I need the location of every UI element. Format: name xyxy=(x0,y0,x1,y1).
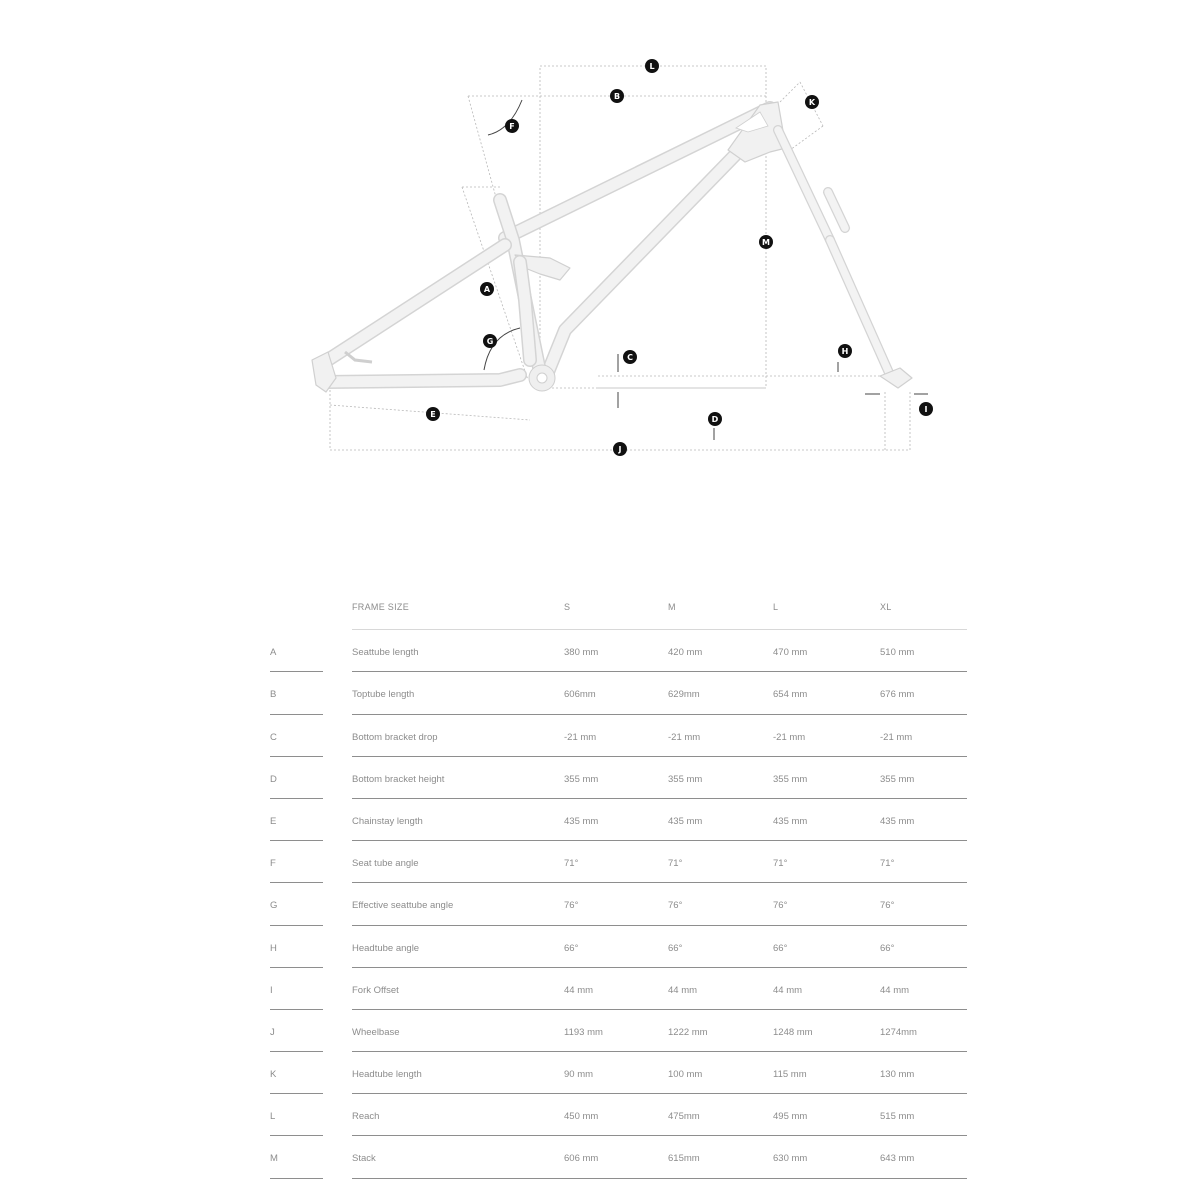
row-letter: C xyxy=(270,731,277,743)
row-measurement-name: Wheelbase xyxy=(352,1026,400,1038)
row-value-s: 1193 mm xyxy=(564,1026,603,1038)
row-value-l: 115 mm xyxy=(773,1069,807,1081)
table-row xyxy=(270,1094,967,1136)
row-measurement-name: Effective seattube angle xyxy=(352,900,454,912)
row-value-s: 380 mm xyxy=(564,647,599,659)
table-row xyxy=(270,883,967,925)
row-value-xl: 510 mm xyxy=(880,647,915,659)
row-letter: K xyxy=(270,1069,277,1081)
marker-I xyxy=(919,402,933,416)
marker-B xyxy=(610,89,624,103)
table-row xyxy=(270,715,967,757)
marker-D xyxy=(708,412,722,426)
marker-L xyxy=(645,59,659,73)
row-value-l: 654 mm xyxy=(773,689,808,701)
row-value-l: 71° xyxy=(773,858,788,870)
marker-B-label: B xyxy=(613,92,621,101)
marker-I-label: I xyxy=(924,405,928,414)
row-value-xl: 355 mm xyxy=(880,773,915,785)
table-row xyxy=(270,1052,967,1094)
row-value-s: 606mm xyxy=(564,689,596,701)
row-divider-left xyxy=(270,1178,323,1179)
table-row xyxy=(270,757,967,799)
row-measurement-name: Toptube length xyxy=(352,689,415,701)
row-value-m: -21 mm xyxy=(668,731,701,743)
marker-M xyxy=(759,235,773,249)
marker-J-label: J xyxy=(618,445,622,454)
size-m-header: M xyxy=(668,602,676,612)
table-row xyxy=(270,841,967,883)
row-value-s: -21 mm xyxy=(564,731,597,743)
row-letter: L xyxy=(270,1111,276,1123)
row-value-xl: 1274mm xyxy=(880,1026,917,1038)
row-value-xl: -21 mm xyxy=(880,731,913,743)
frame-size-header: FRAME SIZE xyxy=(352,602,410,612)
marker-A xyxy=(480,282,494,296)
row-measurement-name: Stack xyxy=(352,1153,376,1165)
row-value-s: 66° xyxy=(564,942,579,954)
table-row xyxy=(270,1010,967,1052)
marker-G-label: G xyxy=(486,337,494,346)
marker-H-label: H xyxy=(841,347,849,356)
row-letter: H xyxy=(270,942,277,954)
row-measurement-name: Reach xyxy=(352,1111,380,1123)
row-value-m: 66° xyxy=(668,942,683,954)
marker-A-label: A xyxy=(483,285,491,294)
table-row xyxy=(270,672,967,714)
row-letter: A xyxy=(270,647,277,659)
row-value-m: 629mm xyxy=(668,689,700,701)
marker-K xyxy=(805,95,819,109)
row-letter: E xyxy=(270,815,277,827)
row-value-l: 495 mm xyxy=(773,1111,808,1123)
marker-K-label: K xyxy=(808,98,816,107)
marker-D-label: D xyxy=(711,415,719,424)
row-measurement-name: Chainstay length xyxy=(352,815,423,827)
row-value-m: 1222 mm xyxy=(668,1026,708,1038)
table-header-row xyxy=(270,588,967,630)
row-value-s: 355 mm xyxy=(564,773,599,785)
row-value-s: 606 mm xyxy=(564,1153,599,1165)
row-value-m: 435 mm xyxy=(668,815,703,827)
dimension-lines xyxy=(330,66,910,450)
marker-L-label: L xyxy=(649,62,655,71)
row-letter: D xyxy=(270,773,277,785)
row-value-l: 76° xyxy=(773,900,788,912)
marker-F xyxy=(505,119,519,133)
table-row xyxy=(270,968,967,1010)
row-value-l: 435 mm xyxy=(773,815,808,827)
row-value-s: 435 mm xyxy=(564,815,599,827)
row-value-m: 615mm xyxy=(668,1153,700,1165)
row-measurement-name: Bottom bracket height xyxy=(352,773,445,785)
row-measurement-name: Seat tube angle xyxy=(352,858,419,870)
marker-E xyxy=(426,407,440,421)
row-value-xl: 44 mm xyxy=(880,984,910,996)
row-value-m: 420 mm xyxy=(668,647,703,659)
row-value-s: 76° xyxy=(564,900,579,912)
row-divider-right xyxy=(352,1178,967,1179)
row-value-l: 44 mm xyxy=(773,984,803,996)
row-letter: J xyxy=(270,1026,275,1038)
marker-C xyxy=(623,350,637,364)
row-value-xl: 676 mm xyxy=(880,689,915,701)
geometry-table xyxy=(270,588,967,1179)
row-value-xl: 130 mm xyxy=(880,1069,915,1081)
row-measurement-name: Bottom bracket drop xyxy=(352,731,438,743)
row-value-m: 44 mm xyxy=(668,984,698,996)
row-letter: I xyxy=(270,984,273,996)
row-value-xl: 515 mm xyxy=(880,1111,915,1123)
table-row xyxy=(270,799,967,841)
row-value-xl: 71° xyxy=(880,858,895,870)
marker-H xyxy=(838,344,852,358)
row-value-l: -21 mm xyxy=(773,731,806,743)
marker-J xyxy=(613,442,627,456)
row-value-xl: 643 mm xyxy=(880,1153,915,1165)
row-value-m: 355 mm xyxy=(668,773,703,785)
marker-M-label: M xyxy=(762,238,770,247)
bike-frame xyxy=(312,102,786,392)
row-value-m: 76° xyxy=(668,900,683,912)
row-measurement-name: Headtube length xyxy=(352,1069,422,1081)
bike-frame-geometry-diagram xyxy=(0,0,1200,480)
row-value-m: 100 mm xyxy=(668,1069,703,1081)
table-body xyxy=(270,630,967,1178)
row-letter: B xyxy=(270,689,277,701)
row-value-l: 66° xyxy=(773,942,788,954)
row-value-l: 1248 mm xyxy=(773,1026,813,1038)
marker-G xyxy=(483,334,497,348)
row-value-l: 470 mm xyxy=(773,647,808,659)
row-value-l: 355 mm xyxy=(773,773,808,785)
row-value-s: 450 mm xyxy=(564,1111,599,1123)
row-value-xl: 66° xyxy=(880,942,895,954)
size-s-header: S xyxy=(564,602,571,612)
row-letter: M xyxy=(270,1153,278,1165)
marker-C-label: C xyxy=(627,353,633,362)
row-value-s: 44 mm xyxy=(564,984,594,996)
size-l-header: L xyxy=(773,602,779,612)
table-row xyxy=(270,1136,967,1178)
row-measurement-name: Seattube length xyxy=(352,647,419,659)
row-value-l: 630 mm xyxy=(773,1153,808,1165)
row-value-s: 71° xyxy=(564,858,579,870)
row-value-m: 475mm xyxy=(668,1111,700,1123)
row-value-xl: 76° xyxy=(880,900,895,912)
row-value-m: 71° xyxy=(668,858,683,870)
row-letter: G xyxy=(270,900,278,912)
row-value-xl: 435 mm xyxy=(880,815,915,827)
row-value-s: 90 mm xyxy=(564,1069,594,1081)
row-measurement-name: Fork Offset xyxy=(352,984,399,996)
size-xl-header: XL xyxy=(880,602,892,612)
row-measurement-name: Headtube angle xyxy=(352,942,420,954)
table-row xyxy=(270,630,967,672)
marker-E-label: E xyxy=(430,410,436,419)
marker-F-label: F xyxy=(509,122,515,131)
table-row xyxy=(270,926,967,968)
row-letter: F xyxy=(270,858,276,870)
